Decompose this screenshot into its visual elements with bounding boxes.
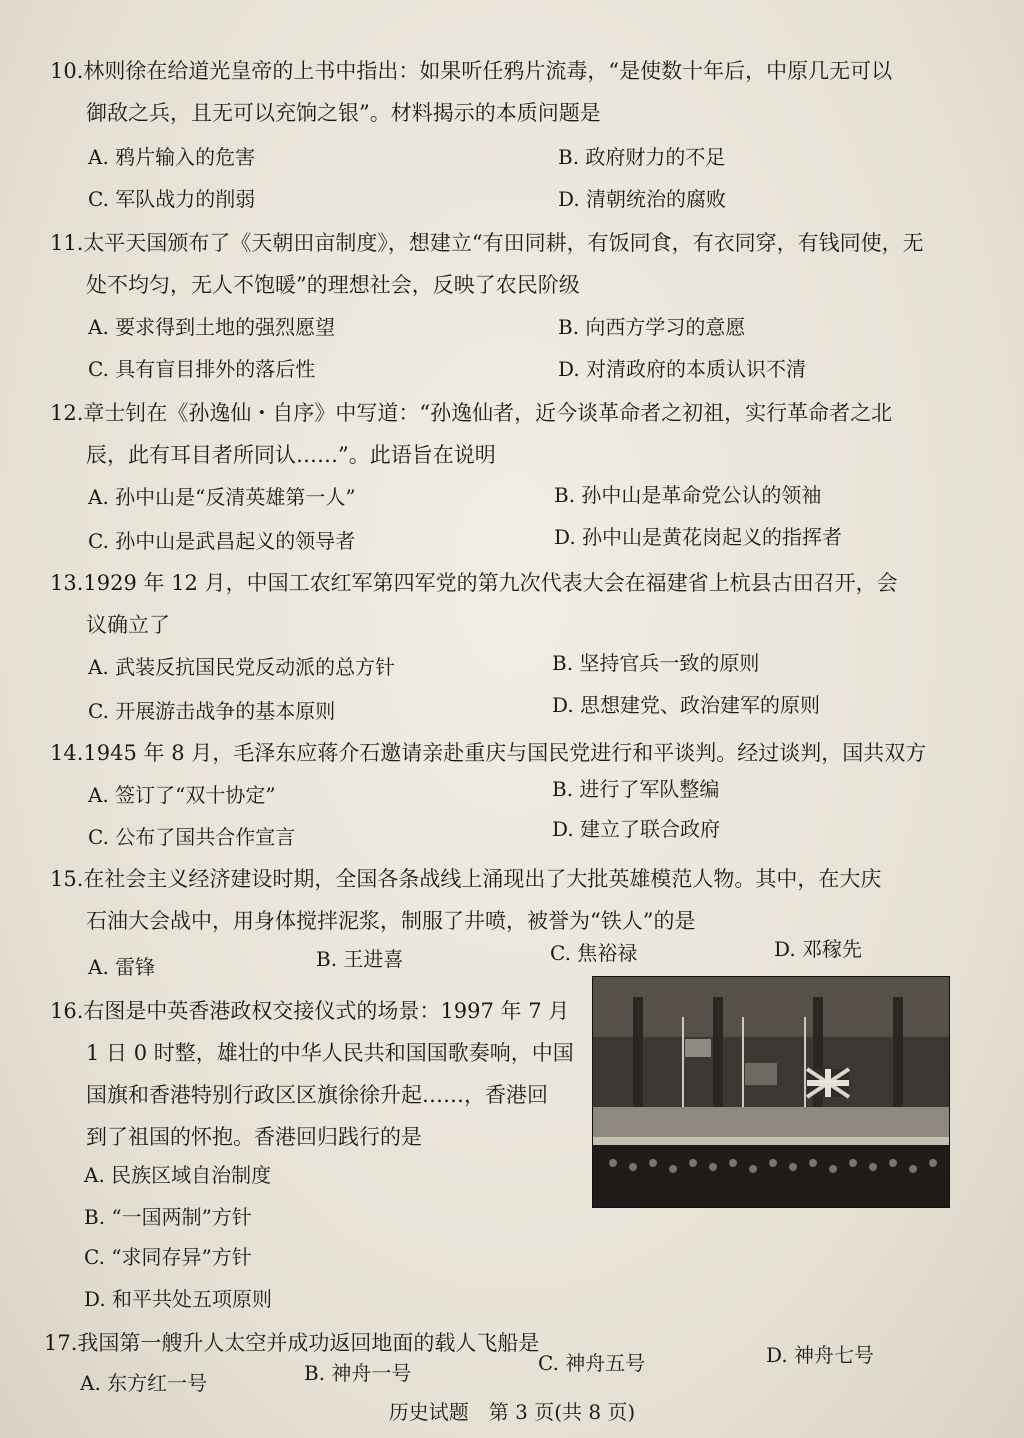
option-b[interactable]: B. 坚持官兵一致的原则	[552, 651, 760, 675]
option-d[interactable]: D. 神舟七号	[766, 1343, 875, 1367]
option-c[interactable]: C. 神舟五号	[538, 1351, 646, 1375]
option-d[interactable]: D. 和平共处五项原则	[84, 1287, 273, 1311]
question-stem-line: 辰，此有耳目者所同认……”。此语旨在说明	[86, 443, 496, 467]
question-stem-line: 御敌之兵，且无可以充饷之银”。材料揭示的本质问题是	[86, 101, 601, 125]
hong-kong-handover-photo	[592, 976, 950, 1208]
option-a[interactable]: A. 民族区域自治制度	[84, 1163, 272, 1187]
question-number: 15.	[50, 867, 84, 891]
option-b[interactable]: B. 孙中山是革命党公认的领袖	[554, 483, 822, 507]
question-stem-line: 议确立了	[86, 613, 170, 637]
option-b[interactable]: B. 向西方学习的意愿	[558, 315, 746, 339]
option-a[interactable]: A. 签订了“双十协定”	[88, 783, 276, 807]
question-number: 11.	[50, 231, 84, 255]
question-number: 14.	[50, 741, 84, 765]
option-d[interactable]: D. 邓稼先	[774, 937, 863, 961]
question-stem-line: 石油大会战中，用身体搅拌泥浆，制服了井喷，被誉为“铁人”的是	[86, 909, 696, 933]
question-stem-line: 1945 年 8 月，毛泽东应蒋介石邀请亲赴重庆与国民党进行和平谈判。经过谈判，国共双方	[83, 741, 927, 765]
question-stem-line: 1929 年 12 月，中国工农红军第四军党的第九次代表大会在福建省上杭县古田召开，会	[83, 571, 898, 595]
option-a[interactable]: A. 要求得到土地的强烈愿望	[88, 315, 336, 339]
option-c[interactable]: C. 公布了国共合作宣言	[88, 825, 296, 849]
option-a[interactable]: A. 孙中山是“反清英雄第一人”	[88, 485, 356, 509]
question-15	[50, 858, 970, 942]
question-number: 12.	[50, 401, 84, 425]
question-number: 10.	[50, 59, 84, 83]
option-a[interactable]: A. 雷锋	[88, 955, 156, 979]
question-stem-line: 太平天国颁布了《天朝田亩制度》，想建立“有田同耕，有饭同食，有衣同穿，有钱同使，无	[83, 231, 924, 255]
option-c[interactable]: C. 开展游击战争的基本原则	[88, 699, 336, 723]
question-stem-line: 右图是中英香港政权交接仪式的场景：1997 年 7 月	[83, 999, 570, 1023]
question-14	[50, 732, 970, 774]
question-number: 16.	[50, 999, 84, 1023]
question-stem-line: 国旗和香港特别行政区区旗徐徐升起……，香港回	[86, 1083, 548, 1107]
option-d[interactable]: D. 清朝统治的腐败	[558, 187, 727, 211]
question-13	[50, 562, 970, 646]
question-stem-line: 在社会主义经济建设时期，全国各条战线上涌现出了大批英雄模范人物。其中，在大庆	[83, 867, 882, 891]
option-b[interactable]: B. “一国两制”方针	[84, 1205, 252, 1229]
question-11	[50, 222, 970, 306]
handover-ceremony-image	[593, 977, 949, 1207]
question-stem-line: 林则徐在给道光皇帝的上书中指出：如果听任鸦片流毒，“是使数十年后，中原几无可以	[83, 59, 893, 83]
question-stem-line: 1 日 0 时整，雄壮的中华人民共和国国歌奏响，中国	[86, 1041, 574, 1065]
option-c[interactable]: C. 军队战力的削弱	[88, 187, 256, 211]
question-12	[50, 392, 970, 476]
question-stem-line: 到了祖国的怀抱。香港回归践行的是	[86, 1125, 422, 1149]
option-d[interactable]: D. 建立了联合政府	[552, 817, 721, 841]
option-b[interactable]: B. 神舟一号	[304, 1361, 412, 1385]
option-c[interactable]: C. 具有盲目排外的落后性	[88, 357, 316, 381]
page-footer: 历史试题 第 3 页(共 8 页)	[388, 1400, 636, 1424]
question-stem-line: 处不均匀，无人不饱暖”的理想社会，反映了农民阶级	[86, 273, 580, 297]
option-d[interactable]: D. 孙中山是黄花岗起义的指挥者	[554, 525, 843, 549]
option-c[interactable]: C. 孙中山是武昌起义的领导者	[88, 529, 356, 553]
question-16	[50, 990, 590, 1158]
option-a[interactable]: A. 东方红一号	[80, 1371, 208, 1395]
option-a[interactable]: A. 鸦片输入的危害	[88, 145, 256, 169]
option-c[interactable]: C. “求同存异”方针	[84, 1245, 252, 1269]
option-b[interactable]: B. 王进喜	[316, 947, 404, 971]
question-number: 13.	[50, 571, 84, 595]
option-b[interactable]: B. 政府财力的不足	[558, 145, 726, 169]
option-a[interactable]: A. 武装反抗国民党反动派的总方针	[88, 655, 396, 679]
option-b[interactable]: B. 进行了军队整编	[552, 777, 720, 801]
question-number: 17.	[44, 1331, 78, 1355]
question-stem-line: 章士钊在《孙逸仙・自序》中写道：“孙逸仙者，近今谈革命者之初祖，实行革命者之北	[83, 401, 893, 425]
option-d[interactable]: D. 思想建党、政治建军的原则	[552, 693, 821, 717]
option-c[interactable]: C. 焦裕禄	[550, 941, 638, 965]
question-10	[50, 50, 970, 134]
question-stem-line: 我国第一艘升人太空并成功返回地面的载人飞船是	[77, 1331, 540, 1355]
option-d[interactable]: D. 对清政府的本质认识不清	[558, 357, 807, 381]
